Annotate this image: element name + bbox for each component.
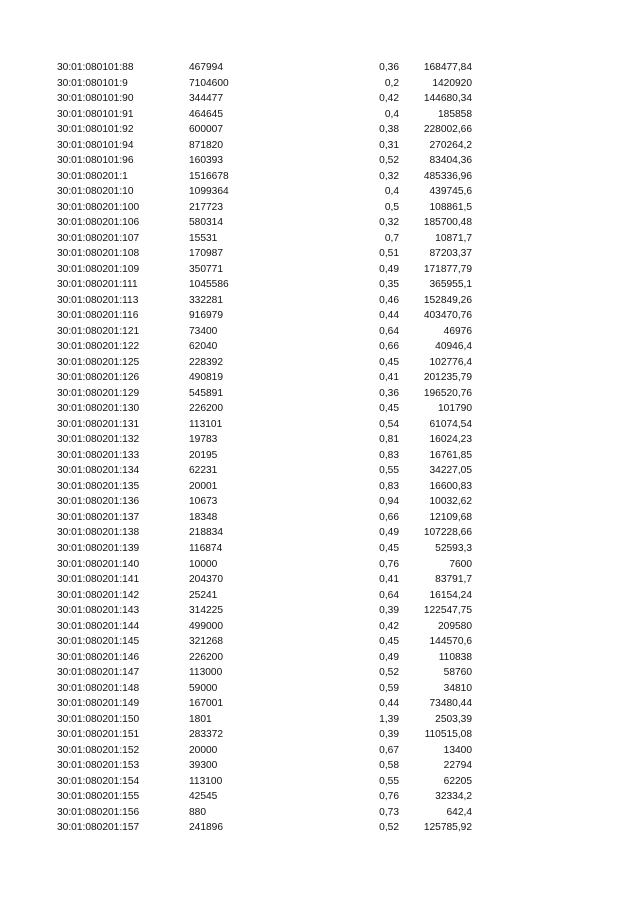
value-cell: 13400 (443, 744, 472, 756)
area-cell: 490819 (189, 372, 223, 384)
coefficient-cell: 0,51 (379, 248, 399, 260)
coefficient-cell: 0,49 (379, 651, 399, 663)
area-cell: 464645 (189, 108, 223, 120)
cadastral-number-cell: 30:01:080201:111 (57, 279, 138, 291)
cadastral-number-cell: 30:01:080201:135 (57, 480, 140, 492)
area-cell: 10673 (189, 496, 218, 508)
coefficient-cell: 1,39 (379, 713, 399, 725)
table-row (0, 588, 640, 604)
cadastral-number-cell: 30:01:080201:138 (57, 527, 140, 539)
area-cell: 10000 (189, 558, 218, 570)
table-row (0, 153, 640, 169)
value-cell: 185700,48 (423, 217, 472, 229)
value-cell: 144680,34 (423, 93, 472, 105)
area-cell: 62040 (189, 341, 218, 353)
coefficient-cell: 0,31 (379, 139, 399, 151)
table-row (0, 603, 640, 619)
value-cell: 201235,79 (423, 372, 472, 384)
coefficient-cell: 0,39 (379, 729, 399, 741)
table-row (0, 60, 640, 76)
table-row (0, 525, 640, 541)
coefficient-cell: 0,41 (379, 372, 399, 384)
cadastral-number-cell: 30:01:080201:136 (57, 496, 140, 508)
coefficient-cell: 0,76 (379, 558, 399, 570)
coefficient-cell: 0,76 (379, 791, 399, 803)
value-cell: 40946,4 (435, 341, 472, 353)
area-cell: 59000 (189, 682, 218, 694)
cadastral-number-cell: 30:01:080201:142 (57, 589, 140, 601)
cadastral-number-cell: 30:01:080201:140 (57, 558, 140, 570)
value-cell: 209580 (438, 620, 472, 632)
cadastral-number-cell: 30:01:080201:149 (57, 698, 140, 710)
table-row (0, 681, 640, 697)
value-cell: 439745,6 (429, 186, 472, 198)
cadastral-number-cell: 30:01:080201:126 (57, 372, 140, 384)
coefficient-cell: 0,58 (379, 760, 399, 772)
area-cell: 1099364 (189, 186, 229, 198)
cadastral-number-cell: 30:01:080101:90 (57, 93, 134, 105)
area-cell: 167001 (189, 698, 223, 710)
value-cell: 34227,05 (429, 465, 472, 477)
cadastral-number-cell: 30:01:080201:153 (57, 760, 140, 772)
table-row (0, 262, 640, 278)
cadastral-number-cell: 30:01:080201:113 (57, 294, 139, 306)
value-cell: 403470,76 (423, 310, 472, 322)
value-cell: 152849,26 (423, 294, 472, 306)
area-cell: 25241 (189, 589, 218, 601)
table-row (0, 479, 640, 495)
value-cell: 22794 (443, 760, 472, 772)
area-cell: 217723 (189, 201, 223, 213)
area-cell: 321268 (189, 636, 223, 648)
value-cell: 10871,7 (435, 232, 472, 244)
coefficient-cell: 0,4 (384, 186, 399, 198)
table-row (0, 215, 640, 231)
area-cell: 20195 (189, 449, 218, 461)
cadastral-number-cell: 30:01:080201:148 (57, 682, 140, 694)
area-cell: 871820 (189, 139, 223, 151)
value-cell: 228002,66 (423, 124, 472, 136)
coefficient-cell: 0,66 (379, 511, 399, 523)
table-row (0, 448, 640, 464)
area-cell: 1045586 (189, 279, 229, 291)
value-cell: 2503,39 (435, 713, 472, 725)
cadastral-number-cell: 30:01:080201:125 (57, 356, 140, 368)
cadastral-number-cell: 30:01:080201:150 (57, 713, 140, 725)
area-cell: 880 (189, 806, 206, 818)
coefficient-cell: 0,45 (379, 636, 399, 648)
value-cell: 107228,66 (423, 527, 472, 539)
area-cell: 1516678 (189, 170, 229, 182)
table-row (0, 494, 640, 510)
cadastral-number-cell: 30:01:080201:121 (57, 325, 140, 337)
cadastral-number-cell: 30:01:080201:155 (57, 791, 140, 803)
cadastral-number-cell: 30:01:080201:109 (57, 263, 140, 275)
value-cell: 58760 (443, 667, 472, 679)
data-table (0, 60, 640, 836)
cadastral-number-cell: 30:01:080201:130 (57, 403, 140, 415)
value-cell: 16154,24 (429, 589, 472, 601)
value-cell: 62205 (443, 775, 472, 787)
value-cell: 144570,6 (429, 636, 472, 648)
value-cell: 125785,92 (423, 822, 472, 834)
cadastral-number-cell: 30:01:080201:108 (57, 248, 140, 260)
value-cell: 16761,85 (429, 449, 472, 461)
table-row (0, 743, 640, 759)
value-cell: 110838 (438, 651, 472, 663)
value-cell: 101790 (438, 403, 472, 415)
table-row (0, 712, 640, 728)
area-cell: 39300 (189, 760, 218, 772)
coefficient-cell: 0,46 (379, 294, 399, 306)
coefficient-cell: 0,36 (379, 62, 399, 73)
coefficient-cell: 0,49 (379, 527, 399, 539)
value-cell: 185858 (438, 108, 472, 120)
coefficient-cell: 0,52 (379, 667, 399, 679)
table-row (0, 650, 640, 666)
coefficient-cell: 0,36 (379, 387, 399, 399)
area-cell: 204370 (189, 574, 223, 586)
table-row (0, 91, 640, 107)
coefficient-cell: 0,64 (379, 325, 399, 337)
cadastral-number-cell: 30:01:080101:94 (57, 139, 134, 151)
value-cell: 102776,4 (429, 356, 472, 368)
cadastral-number-cell: 30:01:080201:152 (57, 744, 140, 756)
cadastral-number-cell: 30:01:080101:9 (57, 77, 128, 89)
cadastral-number-cell: 30:01:080201:146 (57, 651, 140, 663)
table-row (0, 324, 640, 340)
area-cell: 226200 (189, 403, 223, 415)
table-row (0, 200, 640, 216)
area-cell: 916979 (189, 310, 223, 322)
table-row (0, 696, 640, 712)
table-row (0, 246, 640, 262)
area-cell: 20001 (189, 480, 218, 492)
coefficient-cell: 0,94 (379, 496, 399, 508)
value-cell: 83404,36 (429, 155, 472, 167)
table-row (0, 308, 640, 324)
value-cell: 270264,2 (429, 139, 472, 151)
value-cell: 168477,84 (423, 62, 472, 73)
area-cell: 170987 (189, 248, 223, 260)
value-cell: 16600,83 (429, 480, 472, 492)
area-cell: 62231 (189, 465, 218, 477)
cadastral-number-cell: 30:01:080101:92 (57, 124, 134, 136)
coefficient-cell: 0,42 (379, 620, 399, 632)
coefficient-cell: 0,55 (379, 775, 399, 787)
coefficient-cell: 0,44 (379, 310, 399, 322)
cadastral-number-cell: 30:01:080201:132 (57, 434, 140, 446)
table-row (0, 619, 640, 635)
area-cell: 42545 (189, 791, 218, 803)
table-row (0, 370, 640, 386)
area-cell: 467994 (189, 62, 223, 73)
area-cell: 1801 (189, 713, 212, 725)
area-cell: 73400 (189, 325, 218, 337)
coefficient-cell: 0,45 (379, 403, 399, 415)
value-cell: 196520,76 (423, 387, 472, 399)
cadastral-number-cell: 30:01:080101:96 (57, 155, 134, 167)
cadastral-number-cell: 30:01:080201:156 (57, 806, 140, 818)
coefficient-cell: 0,54 (379, 418, 399, 430)
value-cell: 52593,3 (435, 542, 472, 554)
table-row (0, 572, 640, 588)
cadastral-number-cell: 30:01:080201:107 (57, 232, 140, 244)
value-cell: 365955,1 (429, 279, 472, 291)
value-cell: 73480,44 (429, 698, 472, 710)
coefficient-cell: 0,52 (379, 822, 399, 834)
coefficient-cell: 0,81 (379, 434, 399, 446)
area-cell: 332281 (189, 294, 223, 306)
value-cell: 87203,37 (429, 248, 472, 260)
area-cell: 600007 (189, 124, 223, 136)
area-cell: 314225 (189, 605, 223, 617)
coefficient-cell: 0,2 (384, 77, 399, 89)
area-cell: 218834 (189, 527, 223, 539)
value-cell: 61074,54 (429, 418, 472, 430)
area-cell: 113100 (189, 775, 223, 787)
coefficient-cell: 0,52 (379, 155, 399, 167)
cadastral-number-cell: 30:01:080201:10 (57, 186, 134, 198)
value-cell: 34810 (443, 682, 472, 694)
value-cell: 171877,79 (423, 263, 472, 275)
table-row (0, 277, 640, 293)
table-row (0, 432, 640, 448)
area-cell: 226200 (189, 651, 223, 663)
table-row (0, 122, 640, 138)
coefficient-cell: 0,45 (379, 542, 399, 554)
cadastral-number-cell: 30:01:080201:151 (57, 729, 140, 741)
value-cell: 642,4 (446, 806, 472, 818)
coefficient-cell: 0,39 (379, 605, 399, 617)
cadastral-number-cell: 30:01:080201:100 (57, 201, 140, 213)
value-cell: 485336,96 (423, 170, 472, 182)
value-cell: 46976 (443, 325, 472, 337)
area-cell: 7104600 (189, 77, 229, 89)
coefficient-cell: 0,67 (379, 744, 399, 756)
area-cell: 228392 (189, 356, 223, 368)
table-row (0, 789, 640, 805)
table-row (0, 758, 640, 774)
cadastral-number-cell: 30:01:080201:139 (57, 542, 140, 554)
table-row (0, 727, 640, 743)
cadastral-number-cell: 30:01:080101:91 (57, 108, 134, 120)
area-cell: 344477 (189, 93, 223, 105)
area-cell: 160393 (189, 155, 223, 167)
cadastral-number-cell: 30:01:080201:141 (57, 574, 140, 586)
cadastral-number-cell: 30:01:080201:116 (57, 310, 139, 322)
value-cell: 7600 (449, 558, 472, 570)
table-row (0, 417, 640, 433)
cadastral-number-cell: 30:01:080201:157 (57, 822, 140, 834)
cadastral-number-cell: 30:01:080201:106 (57, 217, 140, 229)
table-row (0, 557, 640, 573)
area-cell: 20000 (189, 744, 218, 756)
table-row (0, 463, 640, 479)
table-row (0, 774, 640, 790)
cadastral-number-cell: 30:01:080201:1 (57, 170, 128, 182)
table-row (0, 339, 640, 355)
cadastral-number-cell: 30:01:080201:122 (57, 341, 140, 353)
coefficient-cell: 0,4 (384, 108, 399, 120)
table-row (0, 107, 640, 123)
cadastral-number-cell: 30:01:080201:143 (57, 605, 140, 617)
cadastral-number-cell: 30:01:080201:147 (57, 667, 140, 679)
value-cell: 122547,75 (423, 605, 472, 617)
value-cell: 1420920 (432, 77, 472, 89)
table-row (0, 401, 640, 417)
coefficient-cell: 0,64 (379, 589, 399, 601)
coefficient-cell: 0,73 (379, 806, 399, 818)
coefficient-cell: 0,42 (379, 93, 399, 105)
area-cell: 545891 (189, 387, 223, 399)
table-row (0, 231, 640, 247)
value-cell: 32334,2 (435, 791, 472, 803)
coefficient-cell: 0,7 (384, 232, 399, 244)
coefficient-cell: 0,55 (379, 465, 399, 477)
cadastral-number-cell: 30:01:080201:134 (57, 465, 140, 477)
table-row (0, 805, 640, 821)
cadastral-number-cell: 30:01:080201:154 (57, 775, 140, 787)
table-row (0, 510, 640, 526)
table-row (0, 293, 640, 309)
area-cell: 116874 (189, 542, 223, 554)
table-row (0, 184, 640, 200)
area-cell: 283372 (189, 729, 223, 741)
area-cell: 19783 (189, 434, 218, 446)
coefficient-cell: 0,32 (379, 217, 399, 229)
coefficient-cell: 0,49 (379, 263, 399, 275)
value-cell: 10032,62 (429, 496, 472, 508)
cadastral-number-cell: 30:01:080201:131 (57, 418, 140, 430)
area-cell: 113000 (189, 667, 223, 679)
table-row (0, 541, 640, 557)
coefficient-cell: 0,5 (384, 201, 399, 213)
table-row (0, 138, 640, 154)
cadastral-number-cell: 30:01:080201:133 (57, 449, 140, 461)
coefficient-cell: 0,83 (379, 449, 399, 461)
value-cell: 108861,5 (429, 201, 472, 213)
value-cell: 110515,08 (424, 729, 472, 741)
area-cell: 18348 (189, 511, 218, 523)
coefficient-cell: 0,45 (379, 356, 399, 368)
cadastral-number-cell: 30:01:080201:144 (57, 620, 140, 632)
coefficient-cell: 0,32 (379, 170, 399, 182)
area-cell: 580314 (189, 217, 223, 229)
table-row (0, 169, 640, 185)
table-row (0, 665, 640, 681)
area-cell: 499000 (189, 620, 223, 632)
cadastral-number-cell: 30:01:080201:137 (57, 511, 140, 523)
cadastral-number-cell: 30:01:080201:129 (57, 387, 140, 399)
value-cell: 83791,7 (435, 574, 472, 586)
cadastral-number-cell: 30:01:080201:145 (57, 636, 140, 648)
area-cell: 350771 (189, 263, 223, 275)
value-cell: 12109,68 (429, 511, 472, 523)
area-cell: 113101 (189, 418, 223, 430)
area-cell: 15531 (189, 232, 218, 244)
table-row (0, 386, 640, 402)
table-row (0, 820, 640, 836)
coefficient-cell: 0,35 (379, 279, 399, 291)
table-row (0, 76, 640, 92)
coefficient-cell: 0,41 (379, 574, 399, 586)
coefficient-cell: 0,83 (379, 480, 399, 492)
coefficient-cell: 0,59 (379, 682, 399, 694)
table-row (0, 355, 640, 371)
cadastral-number-cell: 30:01:080101:88 (57, 62, 134, 73)
coefficient-cell: 0,38 (379, 124, 399, 136)
table-row (0, 634, 640, 650)
coefficient-cell: 0,66 (379, 341, 399, 353)
value-cell: 16024,23 (429, 434, 472, 446)
coefficient-cell: 0,44 (379, 698, 399, 710)
area-cell: 241896 (189, 822, 223, 834)
